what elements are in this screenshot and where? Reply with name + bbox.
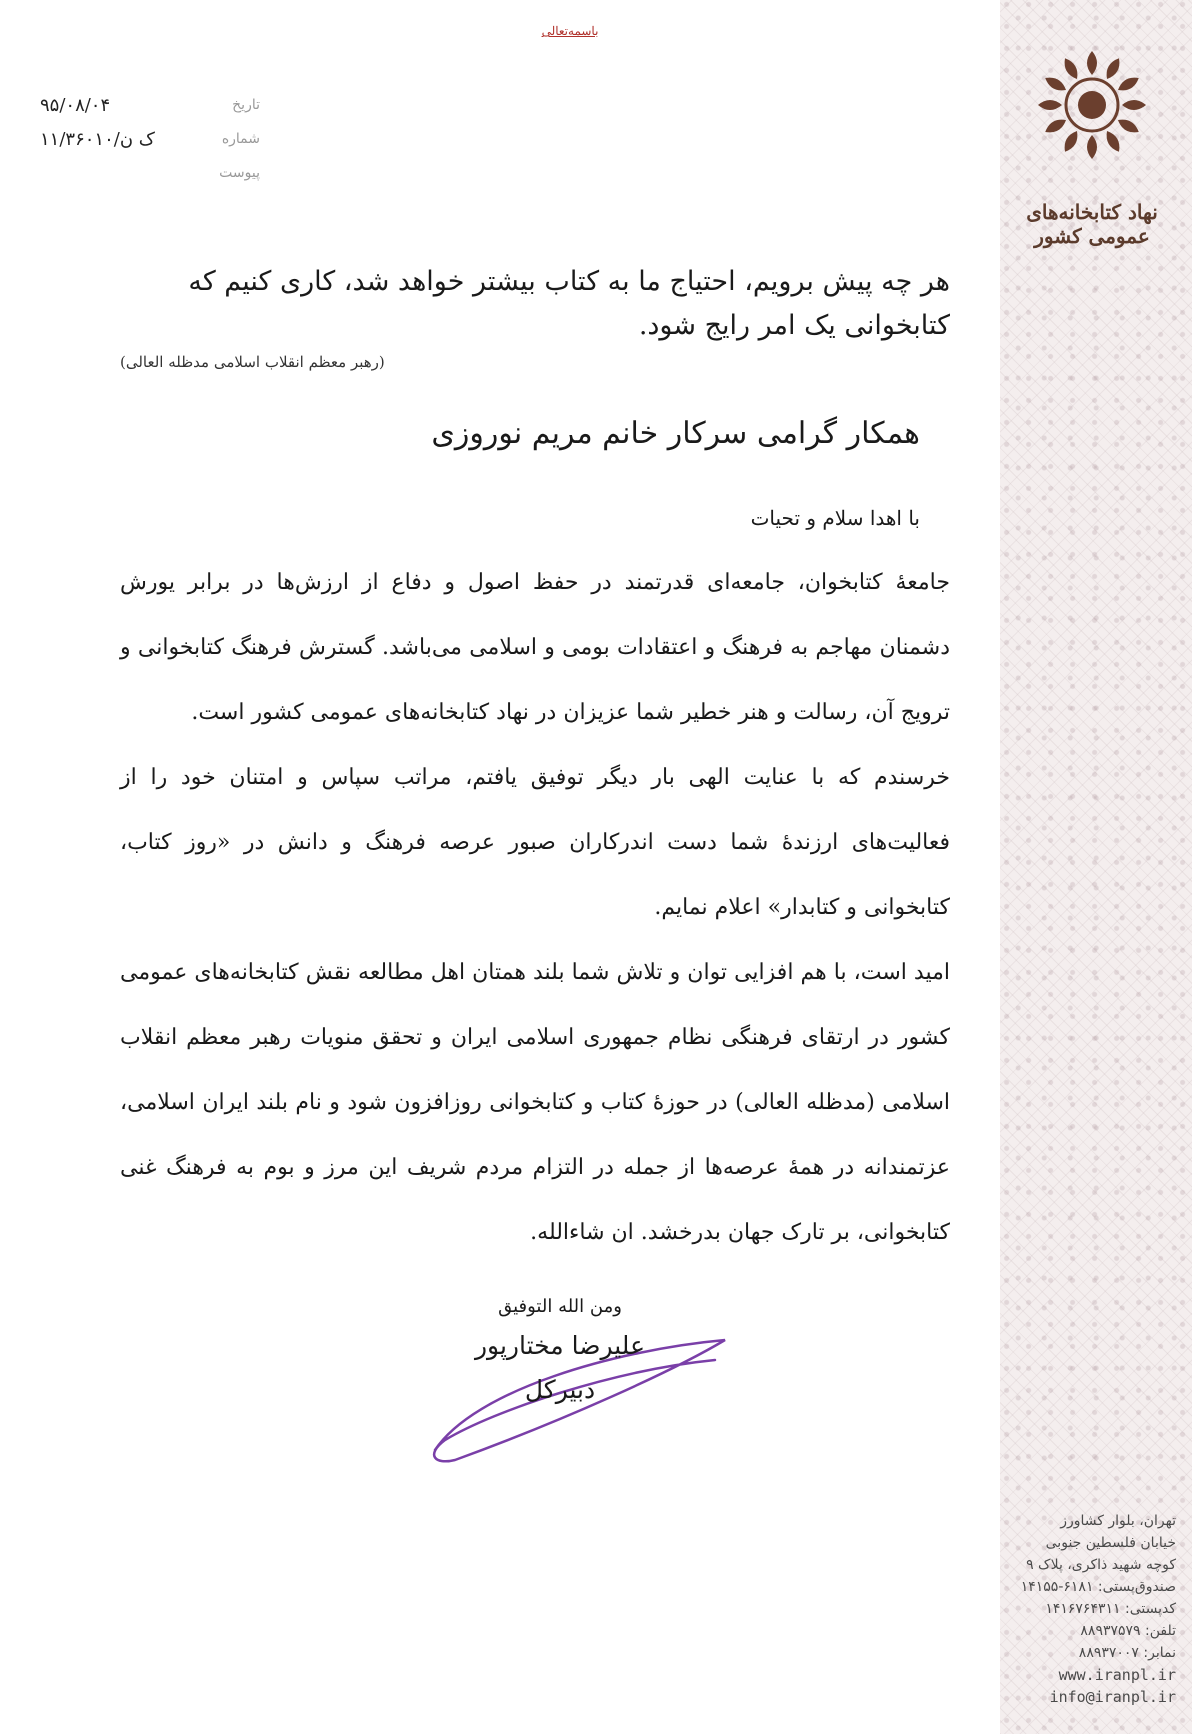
number-label: شماره	[221, 131, 260, 147]
closing-phrase: ومن الله التوفیق	[498, 1296, 622, 1317]
quote-source: (رهبر معظم انقلاب اسلامی مدظله العالی)	[120, 353, 385, 371]
greeting: با اهدا سلام و تحیات	[750, 506, 920, 530]
letter-body	[120, 260, 950, 1265]
date-value: ۹۵/۰۸/۰۴	[40, 94, 111, 116]
number-value: ۱۱/۳۶۰۱۰/ک ن	[40, 128, 155, 150]
postal-code: کدپستی: ۱۴۱۶۷۶۴۳۱۱	[1045, 1601, 1176, 1617]
bismillah-header: باسمه‌تعالی	[541, 24, 599, 38]
paragraph: جامعهٔ کتابخوان، جامعه‌ای قدرتمند در حفظ اصول و دفاع از ارزش‌ها در برابر یورش دشمنان مهاجم به فرهنگ و اعتقادات بومی و اسلامی می‌باشد. گسترش فرهنگ کتابخوانی و ترویج آن، رسالت و هنر خطیر شما عزیزان در نهاد کتابخانه‌های عمومی کشور است.	[120, 570, 950, 725]
paragraph: خرسندم که با عنایت الهی بار دیگر توفیق یافتم، مراتب سپاس و امتنان خود را از فعالیت‌های ارزندهٔ شما دست اندرکاران صبور عرصه فرهنگ و دانش در «روز کتاب، کتابخوانی و کتابدار» اعلام نمایم.	[120, 765, 950, 920]
address-line: کوچه شهید ذاکری، پلاک ۹	[1026, 1557, 1176, 1573]
number-row	[40, 122, 260, 156]
organization-logo-icon	[1032, 45, 1152, 165]
signer-name: علیرضا مختارپور	[474, 1331, 646, 1360]
letter-meta	[40, 88, 260, 190]
po-box: صندوق‌پستی: ۶۱۸۱-۱۴۱۵۵	[1020, 1579, 1176, 1595]
address-line: تهران، بلوار کشاورز	[1060, 1513, 1176, 1529]
address-line: خیابان فلسطین جنوبی	[1045, 1535, 1176, 1551]
contact-block	[1006, 1510, 1176, 1708]
signature-block	[420, 1290, 700, 1412]
decorative-side-band	[1000, 0, 1192, 1734]
attachment-row	[40, 156, 260, 190]
attachment-label: پیوست	[219, 165, 260, 181]
addressee: همکار گرامی سرکار خانم مریم نوروزی	[431, 416, 920, 451]
paragraph: امید است، با هم افزایی توان و تلاش شما بلند همتان اهل مطالعه نقش کتابخانه‌های عمومی کشور در ارتقای فرهنگی نظام جمهوری اسلامی ایران و تحقق منویات رهبر معظم انقلاب اسلامی (مدظله العالی) در حوزهٔ کتاب و کتابخوانی روزافزون شود و نام بلند ایران اسلامی، عزتمندانه در همهٔ عرصه‌ها از جمله در التزام مردم شریف این مرز و بوم به فرهنگ غنی کتابخوانی، بر تارک جهان بدرخشد. ان شاءالله.	[120, 960, 950, 1245]
date-row	[40, 88, 260, 122]
letter-paragraphs	[120, 550, 950, 1265]
date-label: تاریخ	[232, 97, 260, 113]
fax-number: نمابر: ۸۸۹۳۷۰۰۷	[1078, 1645, 1176, 1661]
leader-quote: هر چه پیش برویم، احتیاج ما به کتاب بیشتر خواهد شد، کاری کنیم که کتابخوانی یک امر رایج شود.	[188, 266, 950, 341]
email-link[interactable]: info@iranpl.ir	[1049, 1688, 1176, 1706]
signer-title: دبیرکل	[524, 1375, 596, 1404]
website-link[interactable]: www.iranpl.ir	[1058, 1666, 1176, 1684]
phone-number: تلفن: ۸۸۹۳۷۵۷۹	[1080, 1623, 1176, 1639]
organization-name: نهاد کتابخانه‌های عمومی کشور	[1026, 200, 1158, 248]
